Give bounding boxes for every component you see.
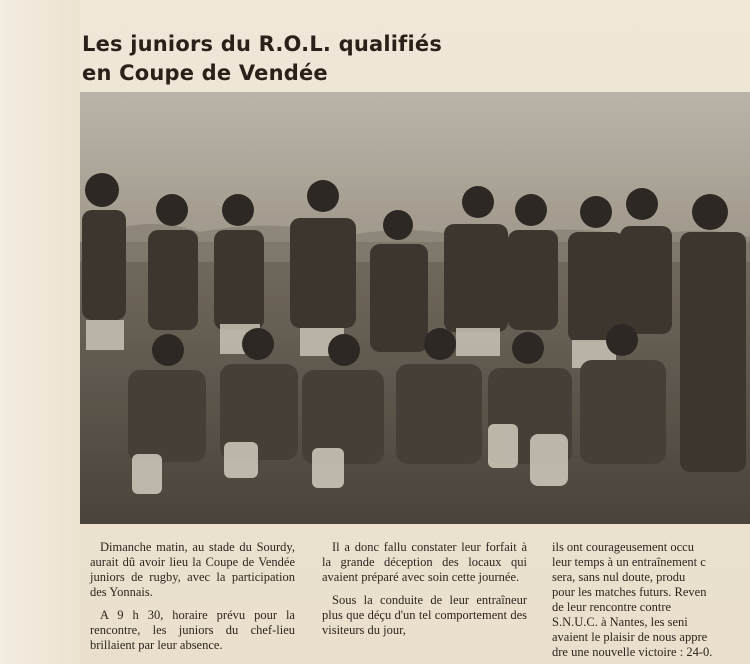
article-headline <box>82 30 542 88</box>
column-2-paragraph-2: Sous la conduite de leur entraîneur plus que déçu d'un tel comportement des visiteurs du jour, <box>322 593 527 637</box>
headline-line-1: Les juniors du R.O.L. qualifiés <box>82 32 443 56</box>
team-photo <box>80 92 750 524</box>
column-3-line: sera, sans nul doute, produ <box>552 570 686 584</box>
column-3-line: pour les matches futurs. Reven <box>552 585 707 599</box>
column-3-line: dre une nouvelle victoire : 24-0. <box>552 645 713 659</box>
article-column-2 <box>322 540 527 646</box>
article-column-1 <box>90 540 295 661</box>
column-3-line: leur temps à un entraînement c <box>552 555 706 569</box>
team-photo-illustration <box>80 92 750 524</box>
article-column-3 <box>552 540 750 660</box>
column-1-paragraph-2: A 9 h 30, horaire prévu pour la rencontre, les juniors du chef-lieu brillaient par leur absence. <box>90 608 295 652</box>
column-3-line: S.N.U.C. à Nantes, les seni <box>552 615 688 629</box>
column-2-paragraph-1: Il a donc fallu constater leur forfait à la grande déception des locaux qui avaient préparé avec soin cette journée. <box>322 540 527 584</box>
column-3-line: de leur rencontre contre <box>552 600 672 614</box>
column-3-line: avaient le plaisir de nous appre <box>552 630 708 644</box>
headline-line-2: en Coupe de Vendée <box>82 61 328 85</box>
paper-margin <box>0 0 80 664</box>
column-1-paragraph-1: Dimanche matin, au stade du Sourdy, aurait dû avoir lieu la Coupe de Vendée juniors de rugby, avec la participation des Yonnais. <box>90 540 295 599</box>
column-3-line: ils ont courageusement occu <box>552 540 694 554</box>
